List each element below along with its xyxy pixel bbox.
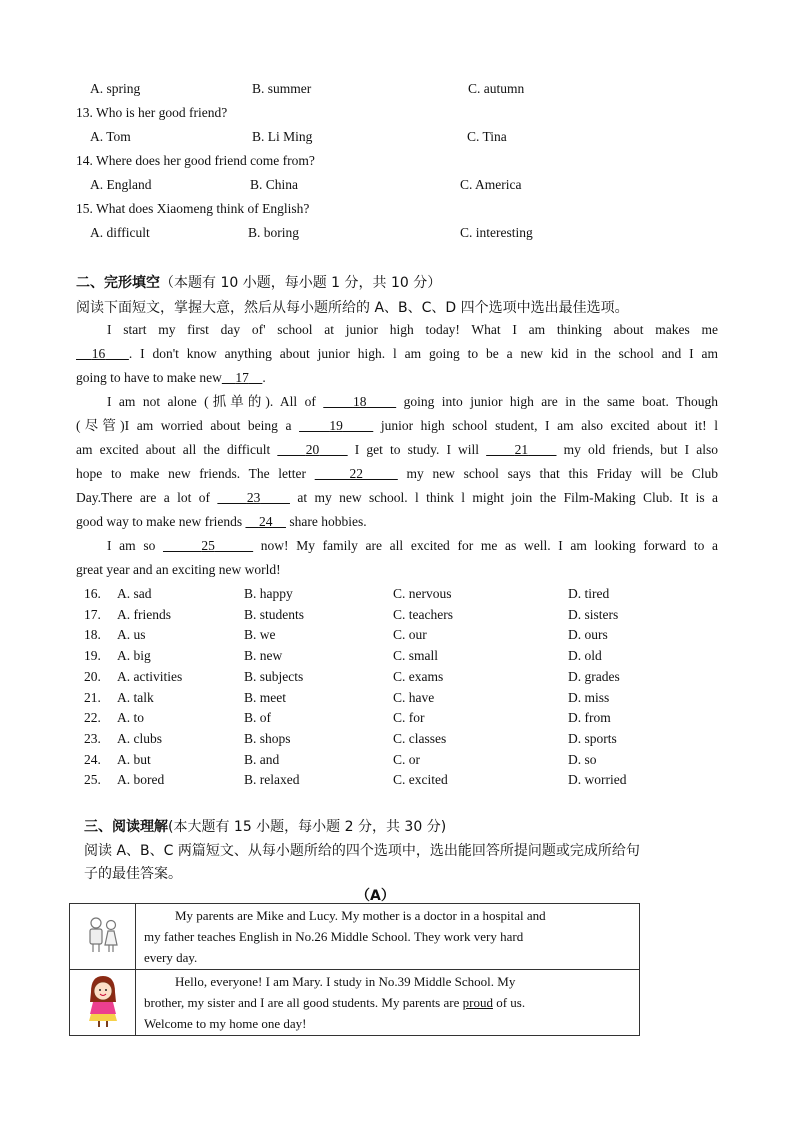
section3-heading — [84, 816, 446, 836]
option-a: A. clubs — [117, 730, 162, 746]
section3-instruction-line1: 阅读 A、B、C 两篇短文、从每小题所给的四个选项中，选出能回答所提问题或完成所给句 — [84, 843, 640, 859]
option-b: B. subjects — [244, 668, 304, 684]
q14-question: 14. Where does her good friend come from? — [76, 153, 315, 168]
girl-illustration — [70, 970, 136, 1036]
cloze-passage — [76, 318, 718, 582]
question-number: 16. — [84, 586, 101, 601]
option-c: C. or — [393, 751, 420, 767]
option-c: C. nervous — [393, 586, 452, 601]
passage-a-text-2 — [136, 970, 640, 1036]
option-a: A. to — [117, 710, 144, 726]
passage-line: going to have to make new 17 . — [76, 370, 266, 385]
passage-line: am excited about all the difficult 20 I get to study. I will 21 my old friends, but I also — [76, 442, 718, 457]
table-line: every day. — [144, 950, 198, 965]
option-c: C. small — [393, 648, 439, 664]
q12-option-b: B. summer — [252, 81, 312, 96]
blank-17: 17 — [235, 370, 249, 385]
q15-option-b: B. boring — [248, 225, 300, 240]
passage-line: Day.There are a lot of 23 at my new school. l think l might join the Film-Making Club. It is a — [76, 490, 718, 505]
option-d: D. worried — [568, 772, 627, 788]
girl-icon — [83, 972, 123, 1028]
option-b: B. we — [244, 627, 276, 643]
passage-line: (尽管)I am worried about being a 19 junior high school student, I am also excited about it! l — [76, 418, 719, 433]
passage-line: 16 . I don't know anything about junior high. l am going to be a new kid in the school and I am — [76, 342, 718, 366]
q14-option-c: C. America — [460, 177, 522, 192]
table-line: Hello, everyone! I am Mary. I study in No.39 Middle School. My — [175, 974, 516, 989]
family-icon — [83, 914, 123, 954]
blank-19: 19 — [329, 418, 343, 433]
option-row — [84, 728, 734, 749]
question-number: 17. — [84, 606, 101, 622]
option-a: A. big — [117, 648, 151, 664]
option-d: D. so — [568, 751, 597, 767]
passage-line: I am not alone (抓单的). All of 18 going into junior high are in the same boat. Though — [107, 394, 718, 409]
passage-a-text-1 — [136, 904, 640, 970]
option-a: A. friends — [117, 606, 171, 622]
reading-table — [69, 903, 640, 1036]
q15-question: 15. What does Xiaomeng think of English? — [76, 201, 310, 216]
underlined-word-proud: proud — [462, 995, 493, 1010]
question-number: 21. — [84, 689, 101, 705]
section2-heading-scoring: （本题有 10 小题，每小题 1 分，共 10 分） — [160, 275, 442, 291]
option-a: A. us — [117, 627, 146, 643]
section2-instruction: 阅读下面短文，掌握大意，然后从每小题所给的 A、B、C、D 四个选项中选出最佳选项。 — [76, 300, 629, 316]
blank-18: 18 — [352, 394, 367, 409]
option-b: B. meet — [244, 689, 286, 705]
option-d: D. from — [568, 710, 611, 726]
option-b: B. shops — [244, 730, 291, 746]
parents-illustration — [70, 904, 136, 970]
question-number: 19. — [84, 648, 101, 664]
option-row — [84, 624, 734, 645]
option-b: B. and — [244, 751, 280, 767]
q14-option-a: A. England — [90, 177, 152, 192]
question-number: 24. — [84, 751, 101, 767]
option-a: A. bored — [117, 772, 165, 788]
question-number: 23. — [84, 730, 101, 746]
q13-option-b: B. Li Ming — [252, 129, 313, 144]
section3-heading-title: 三、阅读理解 — [84, 819, 168, 835]
section2-heading-title: 二、完形填空 — [76, 275, 160, 291]
q15-option-c: C. interesting — [460, 225, 533, 240]
option-c: C. excited — [393, 772, 448, 788]
q13-question: 13. Who is her good friend? — [76, 105, 228, 120]
option-row — [84, 604, 734, 625]
option-row — [84, 749, 734, 770]
table-row — [70, 970, 640, 1036]
passage-line: hope to make new friends. The letter 22 my new school says that this Friday will be Club — [76, 466, 719, 481]
option-a: A. talk — [117, 689, 154, 705]
option-row — [84, 583, 734, 604]
option-d: D. old — [568, 648, 602, 664]
option-c: C. exams — [393, 668, 444, 684]
blank-23: 23 — [246, 490, 261, 505]
section3-heading-scoring: (本大题有 15 小题，每小题 2 分，共 30 分) — [168, 819, 447, 835]
q12-option-a: A. spring — [90, 81, 141, 96]
option-row — [84, 707, 734, 728]
q15-option-a: A. difficult — [90, 225, 150, 240]
passage-line: I am so 25 now! My family are all excited for me as well. I am looking forward to a — [107, 538, 719, 553]
passage-line: great year and an exciting new world! — [76, 562, 281, 577]
passage-line: I start my first day of' school at junior high today! What I am thinking about makes me — [107, 322, 718, 337]
question-number: 20. — [84, 668, 101, 684]
option-row — [84, 645, 734, 666]
blank-21: 21 — [514, 442, 529, 457]
option-d: D. sisters — [568, 606, 619, 622]
section3-instruction-line2: 子的最佳答案。 — [84, 866, 182, 882]
option-b: B. of — [244, 710, 271, 726]
option-row — [84, 687, 734, 708]
question-number: 25. — [84, 772, 101, 788]
option-row — [84, 666, 734, 687]
option-c: C. classes — [393, 730, 447, 746]
option-c: C. have — [393, 689, 435, 705]
option-d: D. ours — [568, 627, 608, 643]
question-number: 18. — [84, 627, 101, 643]
option-c: C. our — [393, 627, 427, 643]
q12-option-c: C. autumn — [468, 81, 525, 96]
table-line: my father teaches English in No.26 Middle School. They work very hard — [144, 929, 524, 944]
section2-heading — [76, 272, 441, 292]
option-d: D. miss — [568, 689, 610, 705]
passage-a-label: （A） — [356, 888, 395, 904]
question-number: 22. — [84, 710, 101, 726]
blank-24: 24 — [258, 514, 273, 529]
table-line: Welcome to my home one day! — [144, 1016, 307, 1031]
blank-20: 20 — [305, 442, 320, 457]
option-d: D. grades — [568, 668, 620, 684]
q14-option-b: B. China — [250, 177, 299, 192]
option-a: A. sad — [117, 586, 152, 601]
option-d: D. tired — [568, 586, 610, 601]
option-a: A. activities — [117, 668, 183, 684]
option-c: C. for — [393, 710, 425, 726]
option-d: D. sports — [568, 730, 617, 746]
option-b: B. students — [244, 606, 305, 622]
q13-option-c: C. Tina — [467, 129, 507, 144]
table-row — [70, 904, 640, 970]
blank-22: 22 — [349, 466, 363, 481]
blank-16: 16 — [91, 346, 106, 361]
blank-25: 25 — [201, 538, 215, 553]
q13-option-a: A. Tom — [90, 129, 131, 144]
option-b: B. new — [244, 648, 283, 664]
option-a: A. but — [117, 751, 151, 767]
option-b: B. happy — [244, 586, 293, 601]
table-line: My parents are Mike and Lucy. My mother is a doctor in a hospital and — [175, 908, 546, 923]
table-line: brother, my sister and I are all good students. My parents are proud of us. — [144, 995, 526, 1010]
option-row — [84, 769, 734, 790]
passage-line: good way to make new friends 24 share hobbies. — [76, 514, 367, 529]
option-c: C. teachers — [393, 606, 453, 622]
option-b: B. relaxed — [244, 772, 300, 788]
